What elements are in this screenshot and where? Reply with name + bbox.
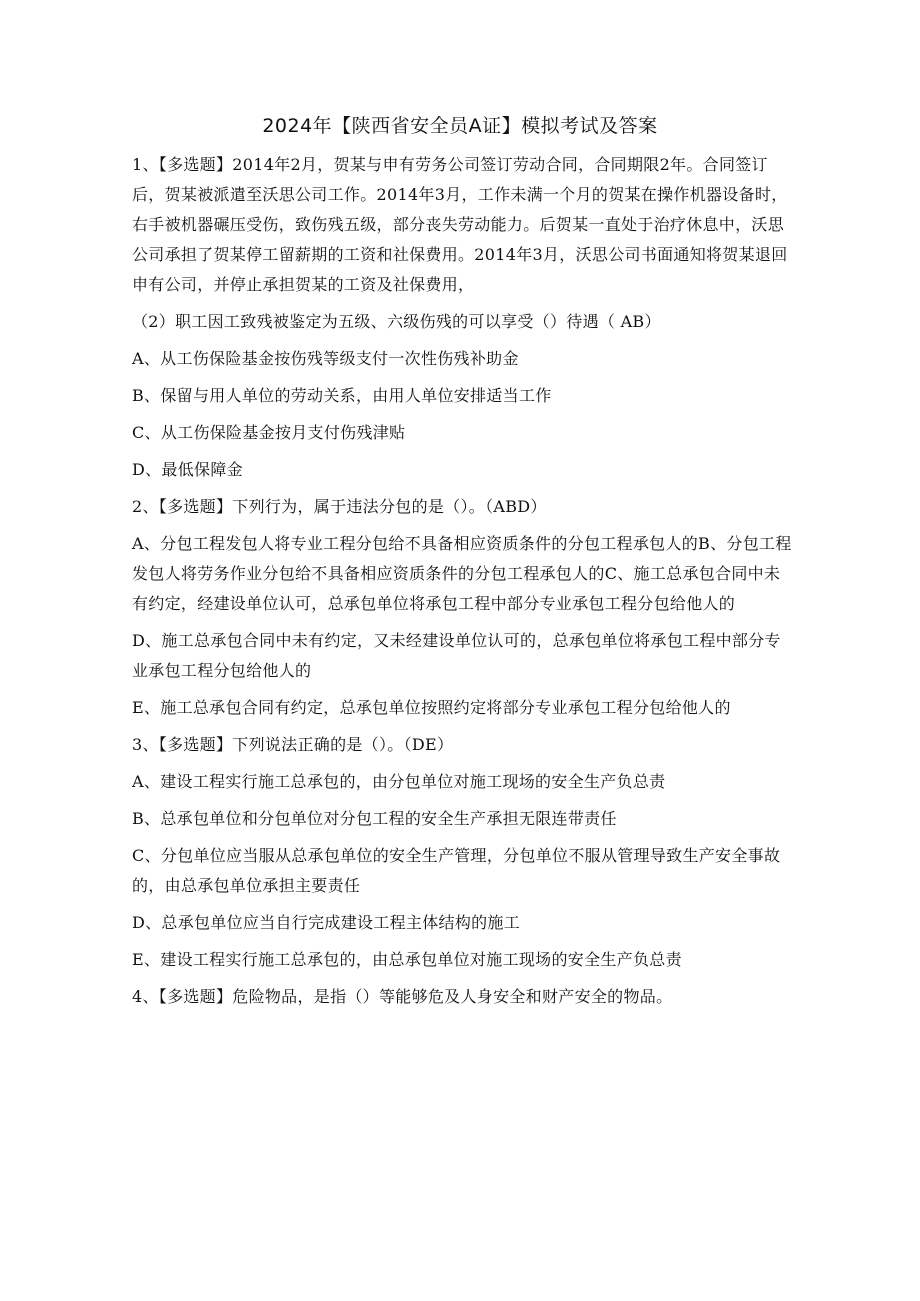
question-1-stem: 1、【多选题】2014年2月，贺某与申有劳务公司签订劳动合同，合同期限2年。合同签订后，贺某被派遣至沃思公司工作。2014年3月，工作未满一个月的贺某在操作机器设备时，右手被机器碾压受伤，致伤残五级，部分丧失劳动能力。后贺某一直处于治疗休息中，沃思公司承担了贺某停工留薪期的工资和社保费用。2014年3月，沃思公司书面通知将贺某退回申有公司，并停止承担贺某的工资及社保费用， — [132, 155, 788, 294]
question-2-option-e: E、施工总承包合同有约定，总承包单位按照约定将部分专业承包工程分包给他人的 — [132, 698, 731, 717]
question-4-stem: 4、【多选题】危险物品，是指（）等能够危及人身安全和财产安全的物品。 — [132, 987, 673, 1006]
question-1-option-b: B、保留与用人单位的劳动关系，由用人单位安排适当工作 — [132, 386, 552, 405]
question-1-option-d: D、最低保障金 — [132, 460, 243, 479]
question-3-stem: 3、【多选题】下列说法正确的是（）。（DE） — [132, 735, 454, 754]
question-3-option-d: D、总承包单位应当自行完成建设工程主体结构的施工 — [132, 913, 521, 932]
question-3-option-c: C、分包单位应当服从总承包单位的安全生产管理，分包单位不服从管理导致生产安全事故的，由总承包单位承担主要责任 — [132, 846, 781, 895]
question-2-option-d: D、施工总承包合同中未有约定，又未经建设单位认可的，总承包单位将承包工程中部分专业承包工程分包给他人的 — [132, 631, 781, 680]
question-3-option-b: B、总承包单位和分包单位对分包工程的安全生产承担无限连带责任 — [132, 809, 617, 828]
question-3-option-a: A、建设工程实行施工总承包的，由分包单位对施工现场的安全生产负总责 — [132, 772, 666, 791]
page-title: 2024年【陕西省安全员A证】模拟考试及答案 — [262, 115, 658, 137]
question-2-stem: 2、【多选题】下列行为，属于违法分包的是（）。（ABD） — [132, 497, 547, 516]
question-1-option-a: A、从工伤保险基金按伤残等级支付一次性伤残补助金 — [132, 349, 519, 368]
question-1-option-c: C、从工伤保险基金按月支付伤残津贴 — [132, 423, 406, 442]
document-body — [132, 150, 792, 1019]
question-1-subquestion: （2）职工因工致残被鉴定为五级、六级伤残的可以享受（）待遇（ AB） — [132, 312, 661, 331]
question-2-options-abc: A、分包工程发包人将专业工程分包给不具备相应资质条件的分包工程承包人的B、分包工程发包人将劳务作业分包给不具备相应资质条件的分包工程承包人的C、施工总承包合同中未有约定，经建设单位认可，总承包单位将承包工程中部分专业承包工程分包给他人的 — [132, 534, 792, 613]
question-3-option-e: E、建设工程实行施工总承包的，由总承包单位对施工现场的安全生产负总责 — [132, 950, 682, 969]
